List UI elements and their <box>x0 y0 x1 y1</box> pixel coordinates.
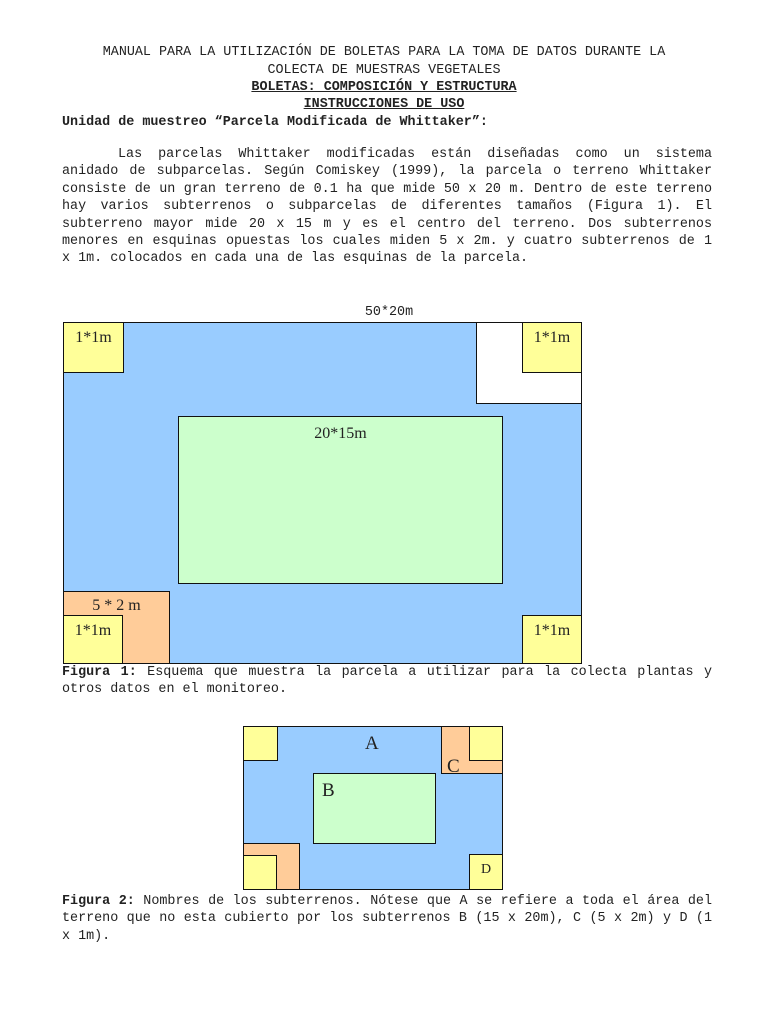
body-paragraph <box>62 146 712 268</box>
figure1-corner-plot-top-left <box>63 322 124 373</box>
figure2-caption-text: Nombres de los subterrenos. Nótese que A se refiere a toda el área del terreno que no esta cubierto por los subterrenos B (15 x 20m), C (5 x 2m) y D (1 x 1m). <box>62 894 712 944</box>
figure1-corner-label: 1*1m <box>533 329 571 346</box>
figure2-caption-prefix: Figura 2: <box>62 894 135 909</box>
figure2-corner-plot-d <box>469 854 503 890</box>
figure2-corner-plot-top-right <box>469 726 503 761</box>
figure1-caption-text: Esquema que muestra la parcela a utilizar para la colecta plantas y otros datos en el monitoreo. <box>62 665 712 698</box>
figure1-corner-plot-bottom-left <box>63 615 123 664</box>
figure2-corner-plot-bottom-left <box>243 855 277 890</box>
figure1-center-plot-label: 20*15m <box>314 425 367 442</box>
figure1-caption-prefix: Figura 1: <box>62 665 137 680</box>
section-heading: Unidad de muestreo “Parcela Modificada de Whittaker”: <box>62 115 488 130</box>
figure1-small-plot-label: 5 * 2 m <box>92 597 141 614</box>
figure2-label-b: B <box>322 780 335 801</box>
figure2-label-c: C <box>447 756 460 777</box>
figure2-corner-plot-top-left <box>243 726 278 761</box>
figure1-top-label: 50*20m <box>364 305 414 320</box>
document-subtitle-instrucciones: INSTRUCCIONES DE USO <box>303 97 465 112</box>
figure1-corner-plot-top-right <box>522 322 582 373</box>
figure1-corner-label: 1*1m <box>533 622 571 639</box>
figure2-label-d: D <box>480 862 492 877</box>
figure1-corner-plot-bottom-right <box>522 615 582 664</box>
figure1-center-plot <box>178 416 503 584</box>
document-subtitle-boletas: BOLETAS: COMPOSICIÓN Y ESTRUCTURA <box>251 80 517 95</box>
figure2-caption <box>62 893 712 945</box>
figure1-corner-label: 1*1m <box>75 329 112 346</box>
document-title-line2: COLECTA DE MUESTRAS VEGETALES <box>267 63 501 78</box>
figure1-caption <box>62 664 712 699</box>
body-paragraph-text: Las parcelas Whittaker modificadas están diseñadas como un sistema anidado de subparcelas. Según Comiskey (1999), la parcela o terreno Whittaker consiste de un gran terreno de 0.1 ha que mide 50 x 20 m. Dentro de este terreno hay varios subterrenos o subparcelas de diferentes tamaños (Figura 1). El subterreno mayor mide 20 x 15 m y es el centro del terreno. Dos subterrenos menores en esquinas opuestas los cuales miden 5 x 2m. y cuatro subterrenos de 1 x 1m. colocados en cada una de las esquinas de la parcela. <box>62 147 712 267</box>
figure2-label-a: A <box>365 733 379 754</box>
document-title-line1: MANUAL PARA LA UTILIZACIÓN DE BOLETAS PARA LA TOMA DE DATOS DURANTE LA <box>102 45 666 60</box>
figure1-corner-label: 1*1m <box>74 622 112 639</box>
